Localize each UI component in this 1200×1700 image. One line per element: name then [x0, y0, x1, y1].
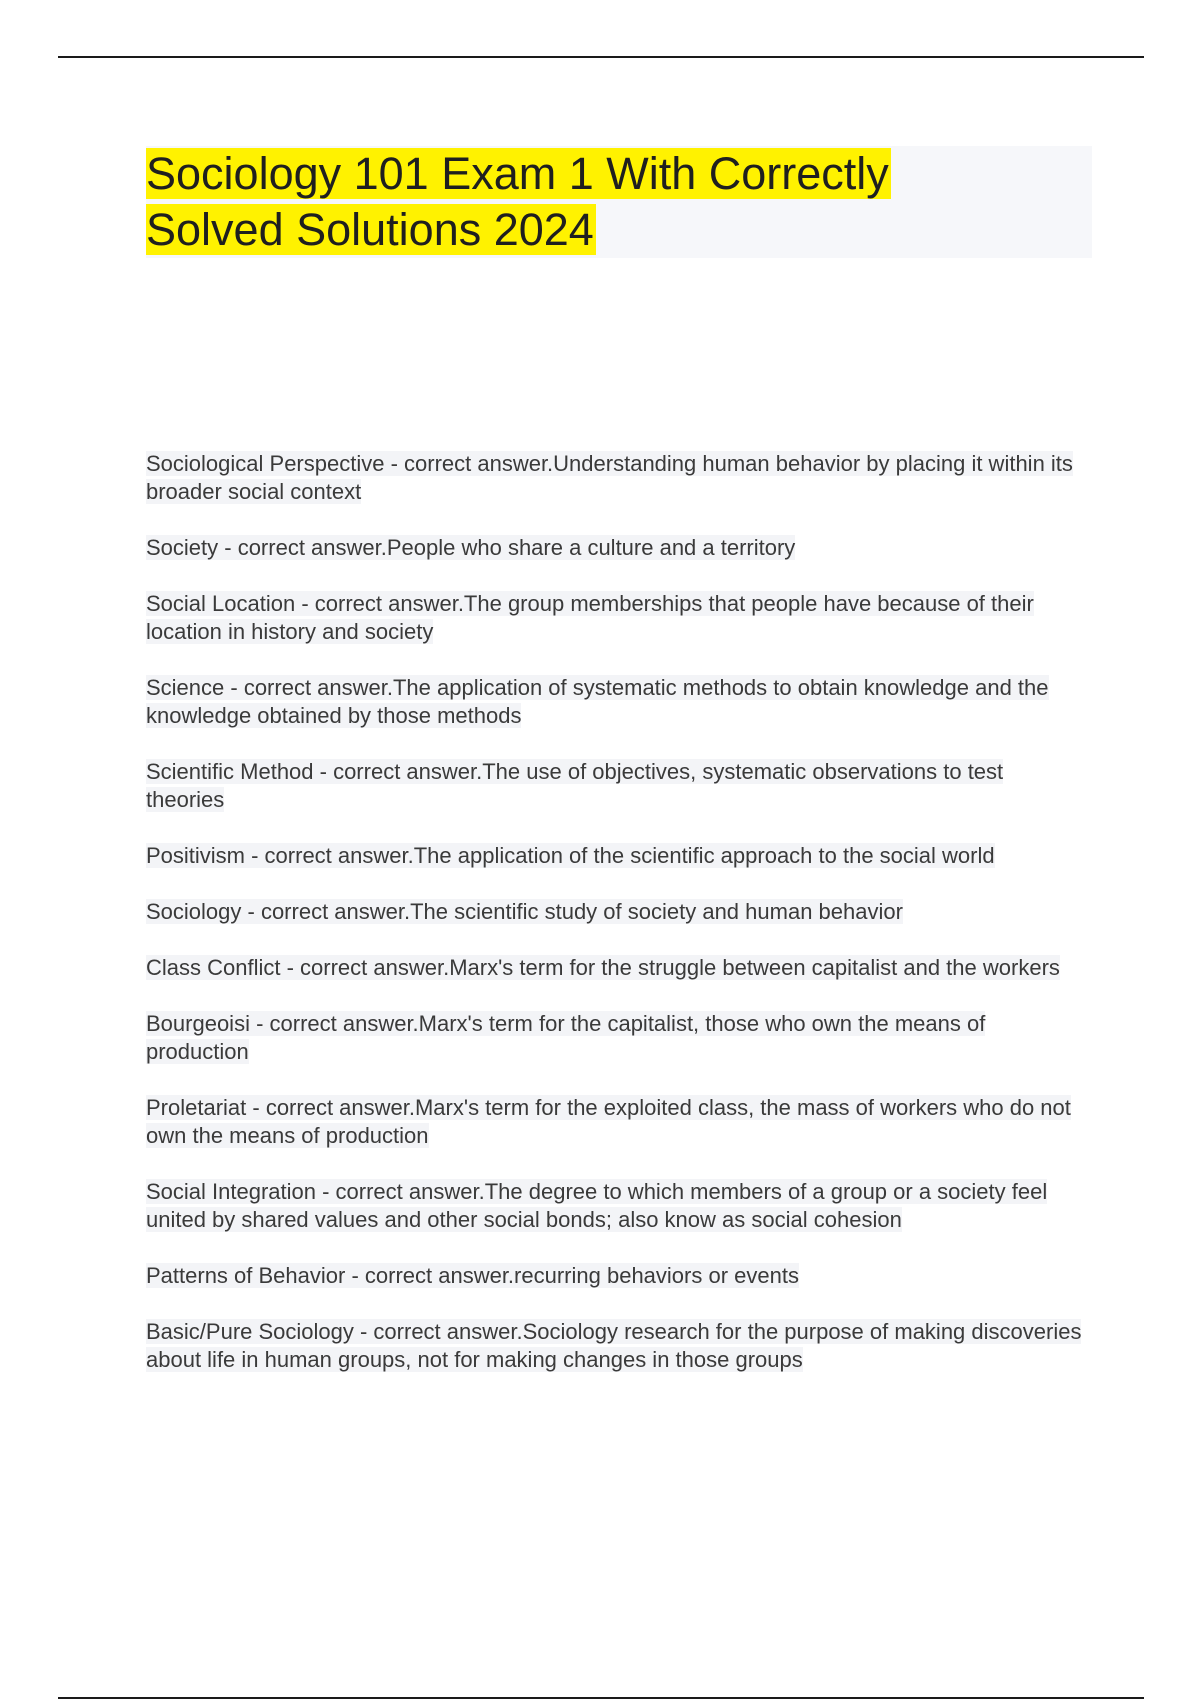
- list-item: [146, 758, 1086, 814]
- qa-text: Science - correct answer.The application of systematic methods to obtain knowledge and the knowledge obtained by those methods: [146, 675, 1049, 728]
- qa-text: Positivism - correct answer.The application of the scientific approach to the social world: [146, 843, 995, 868]
- list-item: [146, 590, 1086, 646]
- qa-text: Scientific Method - correct answer.The use of objectives, systematic observations to test theories: [146, 759, 1004, 812]
- qa-text: Society - correct answer.People who share a culture and a territory: [146, 535, 796, 560]
- qa-text: Patterns of Behavior - correct answer.recurring behaviors or events: [146, 1263, 799, 1288]
- list-item: [146, 674, 1086, 730]
- qa-text: Bourgeoisi - correct answer.Marx's term for the capitalist, those who own the means of production: [146, 1011, 986, 1064]
- list-item: [146, 1262, 1086, 1290]
- list-item: [146, 842, 1086, 870]
- list-item: [146, 1178, 1086, 1234]
- qa-list: [146, 450, 1086, 1402]
- list-item: [146, 1094, 1086, 1150]
- bottom-rule: [58, 1697, 1144, 1699]
- list-item: [146, 534, 1086, 562]
- list-item: [146, 1318, 1086, 1374]
- title-line-2: Solved Solutions 2024: [146, 204, 594, 255]
- qa-text: Basic/Pure Sociology - correct answer.Sociology research for the purpose of making discoveries about life in human groups, not for making changes in those groups: [146, 1319, 1082, 1372]
- list-item: [146, 1010, 1086, 1066]
- qa-text: Sociology - correct answer.The scientific study of society and human behavior: [146, 899, 903, 924]
- page-title: [146, 146, 1092, 258]
- title-block: [146, 146, 1092, 258]
- qa-text: Sociological Perspective - correct answer.Understanding human behavior by placing it within its broader social context: [146, 451, 1073, 504]
- list-item: [146, 954, 1086, 982]
- list-item: [146, 450, 1086, 506]
- qa-text: Class Conflict - correct answer.Marx's term for the struggle between capitalist and the workers: [146, 955, 1060, 980]
- qa-text: Proletariat - correct answer.Marx's term for the exploited class, the mass of workers who do not own the means of production: [146, 1095, 1071, 1148]
- qa-text: Social Location - correct answer.The group memberships that people have because of their location in history and society: [146, 591, 1034, 644]
- qa-text: Social Integration - correct answer.The degree to which members of a group or a society feel united by shared values and other social bonds; also know as social cohesion: [146, 1179, 1048, 1232]
- list-item: [146, 898, 1086, 926]
- top-rule: [58, 56, 1144, 58]
- title-line-1: Sociology 101 Exam 1 With Correctly: [146, 148, 889, 199]
